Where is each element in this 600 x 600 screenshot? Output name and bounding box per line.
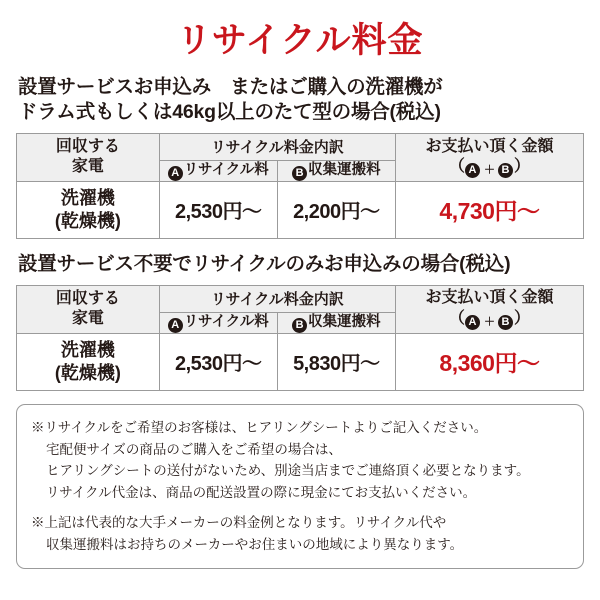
notes-box xyxy=(16,404,584,569)
plus-sign-total: ＋ xyxy=(483,315,495,328)
section-2-heading xyxy=(18,252,584,278)
row-total: 4,730円〜 xyxy=(395,181,583,238)
section-1-heading-line2: ドラム式もしくは46kg以上のたて型の場合(税込) xyxy=(18,101,441,124)
section-1-heading xyxy=(18,75,584,126)
header-appliance-line1: 回収する xyxy=(55,138,120,155)
row-item-line1: 洗濯機 xyxy=(60,188,115,209)
circle-a-icon: A xyxy=(168,166,183,181)
header-total-line1: お支払い頂く金額 xyxy=(425,289,554,307)
table-header-row-top xyxy=(17,133,584,160)
row-item-cell xyxy=(17,333,160,390)
note-block-2 xyxy=(31,512,571,556)
note-line: ※リサイクルをご希望のお客様は、ヒアリングシートよりご記入ください。 xyxy=(31,419,488,435)
header-appliance-cell xyxy=(17,285,160,333)
circle-a-mark-total: A xyxy=(465,163,480,178)
table-row xyxy=(17,181,584,238)
circle-b-icon: B xyxy=(292,318,307,333)
row-item-line2: (乾燥機) xyxy=(54,362,121,383)
header-fee-b-label: 収集運搬料 xyxy=(308,161,381,178)
header-fee-b xyxy=(277,160,395,181)
section-2-heading-line1: 設置サービス不要でリサイクルのみお申込みの場合(税込) xyxy=(18,252,511,275)
header-appliance-cell xyxy=(17,133,160,181)
table-row xyxy=(17,333,584,390)
table-header-row-top xyxy=(17,285,584,312)
header-total-cell xyxy=(395,133,583,181)
header-total-cell xyxy=(395,285,583,333)
header-breakdown: リサイクル料金内訳 xyxy=(159,133,395,160)
note-line: ※上記は代表的な大手メーカーの料金例となります。リサイクル代や xyxy=(31,515,447,531)
row-fee-a: 2,530円〜 xyxy=(159,181,277,238)
row-total: 8,360円〜 xyxy=(395,333,583,390)
row-fee-b: 5,830円〜 xyxy=(277,333,395,390)
page-title: リサイクル料金 xyxy=(176,21,424,60)
plus-sign-total: ＋ xyxy=(483,164,495,177)
note-block-1 xyxy=(31,417,571,504)
header-fee-a-label: リサイクル料 xyxy=(183,161,269,178)
note-line: ヒアリングシートの送付がないため、別途当店までご連絡頂く必要となります。 xyxy=(46,463,530,479)
header-appliance-line1: 回収する xyxy=(55,289,120,307)
header-appliance-line2: 家電 xyxy=(71,158,104,176)
fee-table-2 xyxy=(16,285,584,391)
header-total-line1: お支払い頂く金額 xyxy=(425,137,554,155)
header-fee-a xyxy=(159,160,277,181)
header-fee-b xyxy=(277,312,395,333)
row-fee-b: 2,200円〜 xyxy=(277,181,395,238)
circle-a-mark-total: A xyxy=(465,315,480,330)
note-line: 収集運搬料はお持ちのメーカーやお住まいの地域により異なります。 xyxy=(46,537,464,552)
note-line: リサイクル代金は、商品の配送設置の際に現金にてお支払いください。 xyxy=(46,485,477,501)
row-fee-a: 2,530円〜 xyxy=(159,333,277,390)
circle-b-icon: B xyxy=(292,166,307,181)
header-fee-b-label: 収集運搬料 xyxy=(308,313,381,330)
header-total-line2: （ A ＋ B ） xyxy=(448,158,530,177)
header-fee-a xyxy=(159,312,277,333)
row-item-cell xyxy=(17,181,160,238)
row-item-line1: 洗濯機 xyxy=(60,340,115,361)
header-total-line2: （ A ＋ B ） xyxy=(448,309,530,328)
circle-b-mark-total: B xyxy=(498,163,513,178)
fee-table-1 xyxy=(16,133,584,239)
section-1-heading-line1: 設置サービスお申込み またはご購入の洗濯機が xyxy=(18,75,443,98)
row-item-line2: (乾燥機) xyxy=(54,210,121,231)
header-appliance-line2: 家電 xyxy=(71,310,104,328)
circle-b-mark-total: B xyxy=(498,315,513,330)
note-line: 宅配便サイズの商品のご購入をご希望の場合は、 xyxy=(46,441,342,457)
circle-a-icon: A xyxy=(168,318,183,333)
header-breakdown: リサイクル料金内訳 xyxy=(159,285,395,312)
header-fee-a-label: リサイクル料 xyxy=(183,313,269,330)
